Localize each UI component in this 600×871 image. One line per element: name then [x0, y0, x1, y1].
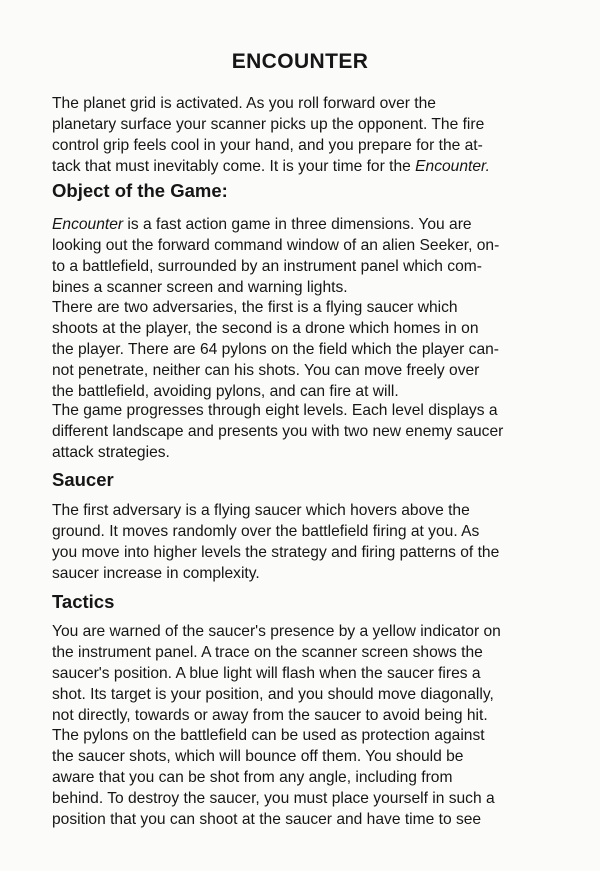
text-line: the saucer shots, which will bounce off them. You should be — [52, 748, 464, 765]
text-line: You are warned of the saucer's presence by a yellow indicator on — [52, 623, 501, 640]
text-segment: is a fast action game in three dimensions. You are — [123, 216, 472, 233]
text-line: The game progresses through eight levels. Each level displays a — [52, 402, 498, 419]
text-line: not penetrate, neither can his shots. You can move freely over — [52, 362, 480, 379]
text-line: behind. To destroy the saucer, you must place yourself in such a — [52, 790, 495, 807]
tactics-paragraph-2 — [52, 725, 567, 830]
page-title: ENCOUNTER — [231, 50, 369, 73]
intro-paragraph — [52, 93, 567, 177]
text-line: aware that you can be shot from any angle, including from — [52, 769, 453, 786]
object-paragraph-1 — [52, 214, 567, 298]
tactics-paragraph-1 — [52, 621, 567, 726]
text-line: The planet grid is activated. As you roll forward over the — [52, 95, 436, 112]
object-paragraph-2 — [52, 297, 567, 402]
text-line: to a battlefield, surrounded by an instrument panel which com- — [52, 258, 482, 275]
saucer-paragraph — [52, 500, 567, 584]
text-line: you move into higher levels the strategy and firing patterns of the — [52, 544, 500, 561]
text-line: not directly, towards or away from the saucer to avoid being hit. — [52, 707, 488, 724]
text-line — [52, 156, 567, 177]
text-line: control grip feels cool in your hand, and you prepare for the at- — [52, 137, 483, 154]
text-line: The pylons on the battlefield can be used as protection against — [52, 727, 485, 744]
text-line: saucer increase in complexity. — [52, 565, 260, 582]
text-line: looking out the forward command window of an alien Seeker, on- — [52, 237, 500, 254]
text-line: shot. Its target is your position, and you should move diagonally, — [52, 686, 494, 703]
text-line: bines a scanner screen and warning lights. — [52, 279, 348, 296]
text-line: saucer's position. A blue light will flash when the saucer fires a — [52, 665, 481, 682]
text-line: attack strategies. — [52, 444, 170, 461]
text-line: There are two adversaries, the first is a flying saucer which — [52, 299, 458, 316]
text-line: the battlefield, avoiding pylons, and can fire at will. — [52, 383, 399, 400]
text-line: ground. It moves randomly over the battlefield firing at you. As — [52, 523, 480, 540]
object-paragraph-3 — [52, 400, 567, 463]
text-line: the instrument panel. A trace on the scanner screen shows the — [52, 644, 483, 661]
italic-title: Encounter — [52, 216, 124, 233]
text-line: the player. There are 64 pylons on the field which the player can- — [52, 341, 500, 358]
italic-title: Encounter. — [415, 158, 490, 175]
heading-tactics: Tactics — [52, 591, 115, 612]
text-line: planetary surface your scanner picks up the opponent. The fire — [52, 116, 485, 133]
text-line: position that you can shoot at the saucer and have time to see — [52, 811, 482, 828]
text-line: shoots at the player, the second is a drone which homes in on — [52, 320, 479, 337]
heading-saucer: Saucer — [52, 469, 114, 490]
text-line: The first adversary is a flying saucer which hovers above the — [52, 502, 470, 519]
text-line: different landscape and presents you with two new enemy saucer — [52, 423, 504, 440]
heading-object: Object of the Game: — [52, 180, 228, 201]
text-segment: tack that must inevitably come. It is your time for the — [52, 158, 416, 175]
text-line — [52, 214, 567, 235]
